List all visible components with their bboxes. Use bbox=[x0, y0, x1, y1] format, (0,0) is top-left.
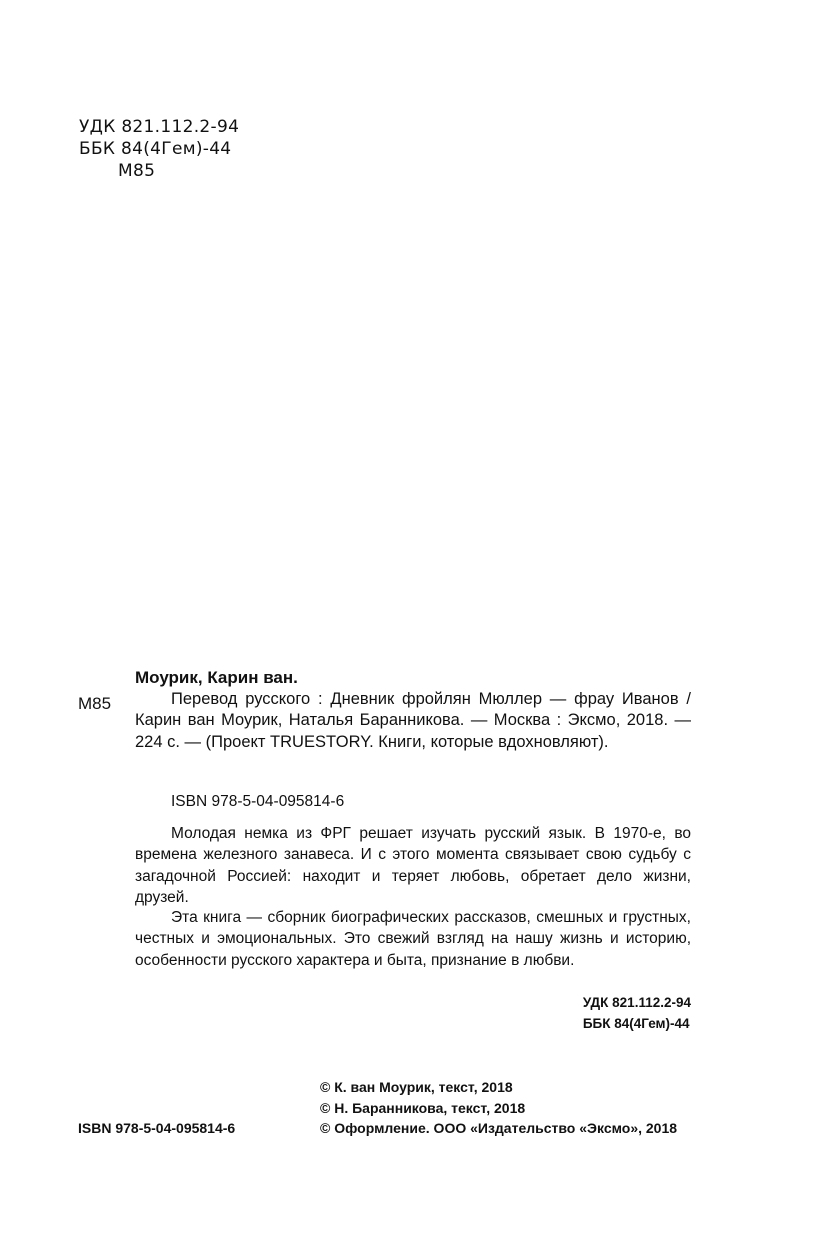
author-mark: М85 bbox=[78, 694, 112, 713]
udk-code-bottom: УДК 821.112.2-94 bbox=[582, 995, 691, 1010]
copyright-line: © К. ван Моурик, текст, 2018 bbox=[320, 1079, 513, 1095]
copyright-line: © Оформление. ООО «Издательство «Эксмо», 2018 bbox=[320, 1120, 678, 1136]
isbn-entry: ISBN 978-5-04-095814-6 bbox=[171, 793, 345, 810]
bbk-code-top: ББК 84(4Гем)-44 bbox=[79, 139, 232, 159]
isbn-footer: ISBN 978-5-04-095814-6 bbox=[78, 1120, 236, 1136]
annotation-paragraph-2: Эта книга — сборник биографических рассказов, смешных и грустных, честных и эмоциональных. Это свежий взгляд на нашу жизнь и историю, особенности русского характера и быта, признание в любви. bbox=[135, 909, 691, 969]
bbk-code-bottom: ББК 84(4Гем)-44 bbox=[582, 1016, 690, 1031]
annotation-paragraph-1: Молодая немка из ФРГ решает изучать русский язык. В 1970-е, во времена железного занавеса. И с этого момента связывает свою судьбу с загадочной Россией: находит и теряет любовь, обретает дело жизни, друзей. bbox=[135, 825, 691, 906]
author-mark-top: М85 bbox=[118, 161, 156, 181]
bibliographic-description: Перевод русского : Дневник фройлян Мюллер — фрау Иванов / Карин ван Моурик, Наталья Баранникова. — Москва : Эксмо, 2018. — 224 с. — (Проект TRUESTORY. Книги, которые вдохновляют). bbox=[135, 690, 691, 751]
classification-codes-bottom bbox=[583, 992, 691, 1034]
copyright-line: © Н. Баранникова, текст, 2018 bbox=[320, 1100, 526, 1116]
author-heading: Моурик, Карин ван. bbox=[135, 668, 298, 687]
udk-code-top: УДК 821.112.2-94 bbox=[79, 117, 240, 137]
